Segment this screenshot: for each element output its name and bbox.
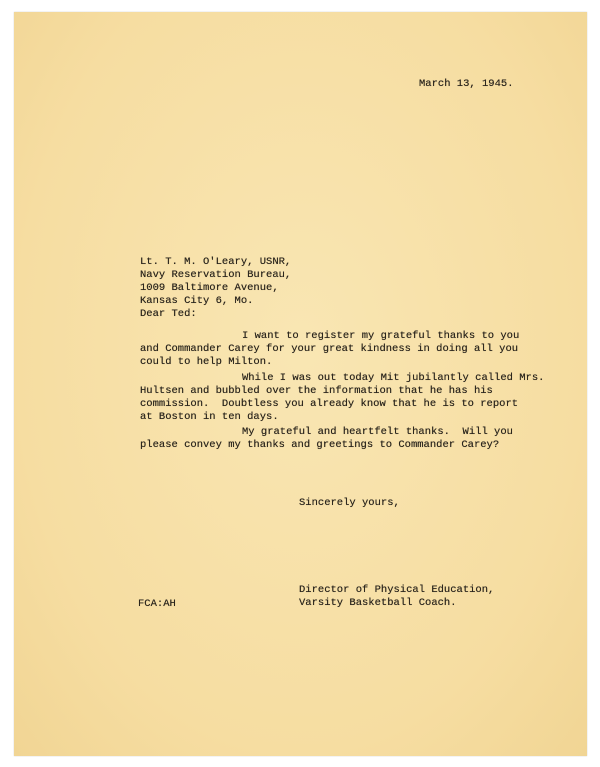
letter-date: March 13, 1945. xyxy=(419,78,514,90)
closing: Sincerely yours, xyxy=(299,497,400,509)
recipient-line: Lt. T. M. O'Leary, USNR, xyxy=(140,256,292,268)
paragraph-line: While I was out today Mit jubilantly called Mrs. xyxy=(242,372,545,384)
salutation: Dear Ted: xyxy=(140,308,197,320)
paragraph-line: please convey my thanks and greetings to Commander Carey? xyxy=(140,439,500,451)
recipient-address xyxy=(140,256,291,308)
paragraph-line: and Commander Carey for your great kindness in doing all you xyxy=(140,343,519,355)
title-line: Director of Physical Education, xyxy=(299,584,495,596)
recipient-line: Navy Reservation Bureau, xyxy=(140,269,292,281)
paragraph-line: could to help Milton. xyxy=(140,356,273,368)
letter-page xyxy=(14,12,587,756)
paragraph-line: Hultsen and bubbled over the information that he has his xyxy=(140,385,493,397)
paragraph-3 xyxy=(140,426,513,452)
typist-initials: FCA:AH xyxy=(138,598,176,610)
recipient-line: 1009 Baltimore Avenue, xyxy=(140,282,279,294)
paragraph-line: My grateful and heartfelt thanks. Will you xyxy=(242,426,513,438)
signature-title xyxy=(299,584,494,610)
paragraph-2 xyxy=(140,372,544,424)
paragraph-line: at Boston in ten days. xyxy=(140,411,279,423)
paragraph-line: I want to register my grateful thanks to you xyxy=(242,330,520,342)
paragraph-1 xyxy=(140,330,519,369)
recipient-line: Kansas City 6, Mo. xyxy=(140,295,254,307)
paragraph-line: commission. Doubtless you already know that he is to report xyxy=(140,398,519,410)
title-line: Varsity Basketball Coach. xyxy=(299,597,457,609)
